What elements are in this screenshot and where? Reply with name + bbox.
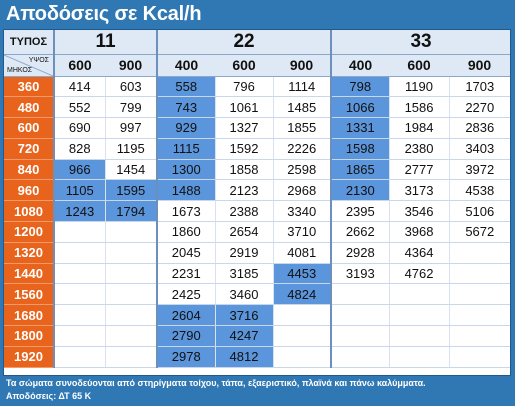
output-cell: 966 — [54, 159, 105, 180]
height-header: 600 — [215, 54, 273, 76]
output-cell: 3710 — [273, 222, 331, 243]
height-header: 900 — [449, 54, 510, 76]
output-cell: 1331 — [331, 118, 389, 139]
length-cell: 1080 — [4, 201, 54, 222]
empty-cell — [54, 346, 105, 367]
output-cell: 1865 — [331, 159, 389, 180]
table-row — [4, 76, 510, 97]
table-row — [4, 242, 510, 263]
height-header: 900 — [105, 54, 157, 76]
empty-cell — [105, 284, 157, 305]
empty-cell — [105, 326, 157, 347]
height-header: 400 — [157, 54, 215, 76]
output-cell: 4538 — [449, 180, 510, 201]
table-row — [4, 263, 510, 284]
output-cell: 1858 — [215, 159, 273, 180]
height-length-corner — [4, 54, 54, 76]
empty-cell — [105, 242, 157, 263]
header-group-row — [4, 30, 510, 54]
length-cell: 720 — [4, 138, 54, 159]
output-cell: 3173 — [389, 180, 449, 201]
table-row — [4, 222, 510, 243]
output-cell: 3340 — [273, 201, 331, 222]
output-cell: 1114 — [273, 76, 331, 97]
empty-cell — [54, 326, 105, 347]
empty-cell — [449, 284, 510, 305]
table-row — [4, 201, 510, 222]
output-cell: 2231 — [157, 263, 215, 284]
page-title: Αποδόσεις σε Kcal/h — [6, 3, 202, 25]
empty-cell — [449, 242, 510, 263]
length-cell: 600 — [4, 118, 54, 139]
length-label: ΜΗΚΟΣ — [7, 66, 33, 74]
output-cell: 2226 — [273, 138, 331, 159]
empty-cell — [105, 305, 157, 326]
empty-cell — [54, 305, 105, 326]
output-cell: 1860 — [157, 222, 215, 243]
output-cell: 414 — [54, 76, 105, 97]
output-cell: 3193 — [331, 263, 389, 284]
output-cell: 799 — [105, 97, 157, 118]
empty-cell — [389, 284, 449, 305]
output-cell: 1300 — [157, 159, 215, 180]
output-cell: 2395 — [331, 201, 389, 222]
empty-cell — [331, 326, 389, 347]
output-cell: 1327 — [215, 118, 273, 139]
output-cell: 2604 — [157, 305, 215, 326]
output-cell: 552 — [54, 97, 105, 118]
empty-cell — [105, 222, 157, 243]
output-cell: 1454 — [105, 159, 157, 180]
output-cell: 3716 — [215, 305, 273, 326]
output-cell: 929 — [157, 118, 215, 139]
output-cell: 2777 — [389, 159, 449, 180]
type-header: ΤΥΠΟΣ — [4, 30, 54, 54]
output-cell: 1488 — [157, 180, 215, 201]
output-cell: 2662 — [331, 222, 389, 243]
output-cell: 1066 — [331, 97, 389, 118]
output-cell: 997 — [105, 118, 157, 139]
empty-cell — [105, 263, 157, 284]
output-cell: 2790 — [157, 326, 215, 347]
output-cell: 2968 — [273, 180, 331, 201]
group-header-11: 11 — [54, 30, 157, 54]
output-cell: 2919 — [215, 242, 273, 263]
empty-cell — [331, 305, 389, 326]
table-row — [4, 138, 510, 159]
length-cell: 480 — [4, 97, 54, 118]
output-cell: 2836 — [449, 118, 510, 139]
output-cell: 1115 — [157, 138, 215, 159]
length-cell: 1560 — [4, 284, 54, 305]
empty-cell — [449, 263, 510, 284]
empty-cell — [105, 346, 157, 367]
output-cell: 5672 — [449, 222, 510, 243]
output-cell: 3185 — [215, 263, 273, 284]
length-cell: 1800 — [4, 326, 54, 347]
output-table — [4, 30, 510, 368]
empty-cell — [273, 326, 331, 347]
length-cell: 360 — [4, 76, 54, 97]
length-cell: 1440 — [4, 263, 54, 284]
empty-cell — [331, 284, 389, 305]
output-cell: 690 — [54, 118, 105, 139]
group-header-22: 22 — [157, 30, 331, 54]
output-cell: 3403 — [449, 138, 510, 159]
output-cell: 2978 — [157, 346, 215, 367]
length-cell: 1920 — [4, 346, 54, 367]
output-cell: 603 — [105, 76, 157, 97]
table-row — [4, 284, 510, 305]
output-cell: 1595 — [105, 180, 157, 201]
group-header-33: 33 — [331, 30, 510, 54]
output-cell: 1190 — [389, 76, 449, 97]
output-cell: 1794 — [105, 201, 157, 222]
empty-cell — [389, 346, 449, 367]
height-header: 900 — [273, 54, 331, 76]
length-cell: 1680 — [4, 305, 54, 326]
output-cell: 4364 — [389, 242, 449, 263]
output-cell: 558 — [157, 76, 215, 97]
output-cell: 1592 — [215, 138, 273, 159]
output-cell: 1598 — [331, 138, 389, 159]
empty-cell — [54, 242, 105, 263]
output-cell: 2123 — [215, 180, 273, 201]
output-cell: 1061 — [215, 97, 273, 118]
output-cell: 796 — [215, 76, 273, 97]
output-cell: 1703 — [449, 76, 510, 97]
footnote-delta-t: Αποδόσεις: ΔΤ 65 Κ — [6, 391, 92, 401]
table-row — [4, 159, 510, 180]
empty-cell — [331, 346, 389, 367]
output-cell: 4453 — [273, 263, 331, 284]
height-header: 600 — [54, 54, 105, 76]
output-cell: 1855 — [273, 118, 331, 139]
output-cell: 3972 — [449, 159, 510, 180]
table-row — [4, 118, 510, 139]
length-cell: 1200 — [4, 222, 54, 243]
footnote-accessories: Τα σώματα συνοδεύονται από στηρίγματα τοίχου, τάπα, εξαεριστικό, πλαϊνά και πάνω καλύμματα. — [6, 378, 426, 388]
length-cell: 960 — [4, 180, 54, 201]
output-cell: 2130 — [331, 180, 389, 201]
output-cell: 1105 — [54, 180, 105, 201]
output-cell: 1195 — [105, 138, 157, 159]
empty-cell — [389, 326, 449, 347]
header-height-row — [4, 54, 510, 76]
table-row — [4, 97, 510, 118]
empty-cell — [54, 263, 105, 284]
empty-cell — [449, 305, 510, 326]
output-cell: 4824 — [273, 284, 331, 305]
empty-cell — [54, 222, 105, 243]
table-row — [4, 346, 510, 367]
output-cell: 3460 — [215, 284, 273, 305]
table-body — [4, 76, 510, 367]
height-header: 400 — [331, 54, 389, 76]
table-row — [4, 326, 510, 347]
output-cell: 2425 — [157, 284, 215, 305]
output-cell: 4247 — [215, 326, 273, 347]
empty-cell — [449, 326, 510, 347]
output-cell: 798 — [331, 76, 389, 97]
output-cell: 2598 — [273, 159, 331, 180]
output-cell: 2654 — [215, 222, 273, 243]
output-cell: 4762 — [389, 263, 449, 284]
output-table-container — [3, 29, 511, 376]
length-cell: 840 — [4, 159, 54, 180]
empty-cell — [389, 305, 449, 326]
output-cell: 2270 — [449, 97, 510, 118]
output-cell: 3546 — [389, 201, 449, 222]
output-cell: 2045 — [157, 242, 215, 263]
output-cell: 2388 — [215, 201, 273, 222]
empty-cell — [273, 346, 331, 367]
table-row — [4, 305, 510, 326]
output-cell: 1243 — [54, 201, 105, 222]
output-cell: 5106 — [449, 201, 510, 222]
empty-cell — [449, 346, 510, 367]
output-cell: 2380 — [389, 138, 449, 159]
empty-cell — [273, 305, 331, 326]
output-cell: 3968 — [389, 222, 449, 243]
output-cell: 1673 — [157, 201, 215, 222]
table-row — [4, 180, 510, 201]
height-label: ΥΨΟΣ — [28, 56, 49, 64]
length-cell: 1320 — [4, 242, 54, 263]
output-cell: 2928 — [331, 242, 389, 263]
output-cell: 743 — [157, 97, 215, 118]
output-cell: 4081 — [273, 242, 331, 263]
output-cell: 1984 — [389, 118, 449, 139]
output-cell: 4812 — [215, 346, 273, 367]
height-header: 600 — [389, 54, 449, 76]
output-cell: 1485 — [273, 97, 331, 118]
empty-cell — [54, 284, 105, 305]
output-cell: 1586 — [389, 97, 449, 118]
output-cell: 828 — [54, 138, 105, 159]
